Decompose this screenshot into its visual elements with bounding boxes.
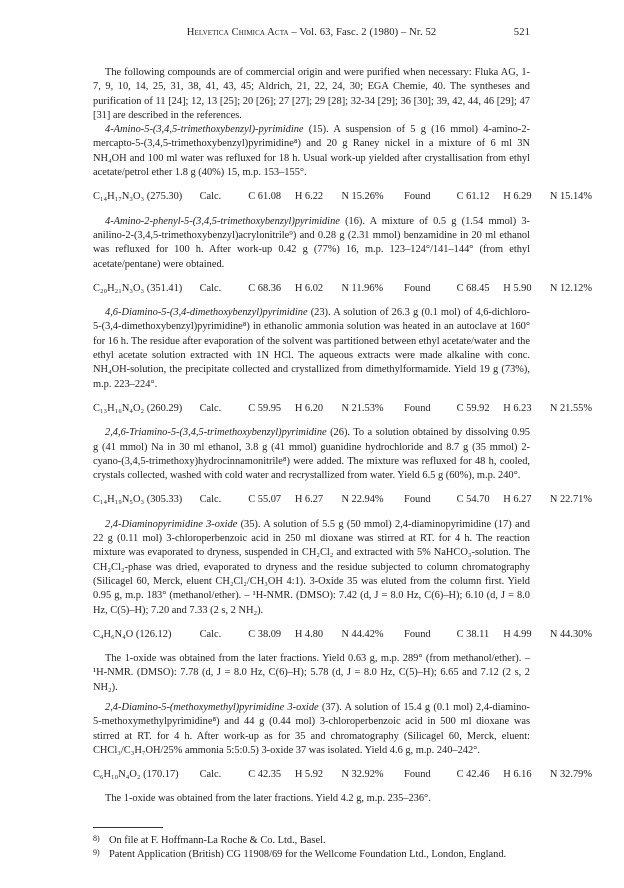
journal-citation [93,26,530,40]
calc-n: N 44.42% [341,628,384,640]
calc-c: C 68.36 [248,282,282,294]
compound-name: 4-Amino-5-(3,4,5-trimethoxybenzyl)-pyrimidine [105,124,304,136]
found-h: H 5.90 [503,282,532,294]
found-c: C 61.12 [456,191,490,203]
found-c: C 38.11 [456,628,490,640]
journal-issue: – Vol. 63, Fasc. 2 (1980) – Nr. 52 [291,27,437,38]
procedure-text: A suspension of 5 g (16 mmol) 4-amino-2-mercapto-5-(3,4,5-trimethoxybenzyl)pyrimidine⁸) and 20 g Raney nickel in a mixture of 6 ml 3N NH₄OH and 100 ml water was refluxed for 18 h. Usual work-up yielded after crystallisation from ethyl acetate/petrol ether 1.8 g (40%) 15, m.p. 153–155°. [93,124,530,179]
calc-n: N 32.92% [341,769,384,781]
calc-n: N 11.96% [341,282,384,294]
found-n: N 15.14% [549,191,593,203]
compound-number: (23). [310,307,331,319]
calc-h: H 6.20 [294,402,324,414]
compound-number: (15). [308,124,329,136]
calc-label: Calc. [199,628,222,640]
compound-name: 2,4-Diaminopyrimidine 3-oxide [105,518,238,530]
analysis-formula: C₄H₆N₄O (126.12) [93,628,172,640]
footnote-text: On file at F. Hoffmann-La Roche & Co. Ltd., Basel. [109,834,326,846]
compound-paragraph [93,701,530,758]
procedure-text: A solution of 5.5 g (50 mmol) 2,4-diaminopyrimidine (17) and 22 g (0.11 mol) 3-chloroperbenzoic acid in 250 ml dioxane was stirred at RT. for 4 h. The reaction mixture was evaporated to dryness, suspended in CH₂Cl₂ and extracted with 5% NaHCO₃-solution. The CH₂Cl₂-phase was dried, evaporated to dryness and the residue subjected to column chromatography (Silicagel 60, Merck, eluent CH₂Cl₂/CH₃OH 4:1). 3-Oxide 35 was eluted from the column first. Yield 0.95 g, m.p. 183° (methanol/ether). – ¹H-NMR. (DMSO): 7.42 (d, J = 8.0 Hz, C(6)–H); 6.10 (d, J = 8.0 Hz, C(5)–H); 7.20 and 7.33 (2 s, 2 NH₂). [93,518,530,616]
calc-h: H 6.22 [294,191,324,203]
analysis-formula: C₁₃H₁₆N₄O₂ (260.29) [93,402,183,414]
procedure-text: A solution of 15.4 g (0.1 mol) 2,4-diamino-5-methoxymethylpyrimidine⁸) and 44 g (0.44 mol) 3-chloroperbenzoic acid in 500 ml dioxane was stirred at RT. for 4 h. After work-up as for 35 and chromatography (Silicagel 60, Merck, eluent: CHCl₃/C₃H₇OH/25% ammonia 5:5:0.5) 3-oxide 37 was isolated. Yield 4.6 g, m.p. 240–242°. [93,701,530,756]
compound-number: (37). [321,701,342,713]
page-number: 521 [513,27,530,38]
after-analysis-text: The 1-oxide was obtained from the later fractions. Yield 4.2 g, m.p. 235–236°. [105,793,431,805]
elemental-analysis [93,282,593,296]
elemental-analysis [93,768,593,782]
compound-paragraph [93,215,530,272]
found-h: H 6.23 [503,402,532,414]
elemental-analysis [93,493,593,507]
calc-h: H 6.27 [294,494,324,506]
found-h: H 4.99 [503,628,532,640]
running-header [93,26,530,40]
found-c: C 59.92 [456,402,490,414]
found-c: C 68.45 [456,282,490,294]
compound-name: 4,6-Diamino-5-(3,4-dimethoxybenzyl)pyrimidine [105,307,308,319]
found-c: C 54.70 [456,494,490,506]
calc-c: C 42.35 [248,769,282,781]
calc-label: Calc. [199,282,222,294]
found-n: N 12.12% [549,282,593,294]
footnote-mark: 8) [93,833,100,843]
calc-label: Calc. [199,191,222,203]
journal-name: Helvetica Chimica Acta [186,27,289,38]
calc-c: C 59.95 [248,402,282,414]
analysis-formula: C₆H₁₀N₄O₂ (170.17) [93,769,179,781]
elemental-analysis [93,190,593,204]
analysis-formula: C₂₀H₂₁N₃O₃ (351.41) [93,282,183,294]
compound-paragraph [93,518,530,618]
footnote-mark: 9) [93,848,100,858]
article-body [93,66,593,862]
calc-label: Calc. [199,494,222,506]
calc-n: N 22.94% [341,494,384,506]
compound-paragraph [93,426,530,483]
elemental-analysis [93,628,593,642]
calc-n: N 15.26% [341,191,384,203]
calc-c: C 61.08 [248,191,282,203]
found-h: H 6.29 [503,191,532,203]
compound-name: 2,4,6-Triamino-5-(3,4,5-trimethoxybenzyl)pyrimidine [105,427,327,439]
compound-paragraph [93,123,530,180]
procedure-text: To a solution obtained by dissolving 0.95 g (41 mmol) Na in 30 ml ethanol, 3.8 g (41 mmol) guanidine hydrochloride and 8.7 g (35 mmol) 2-cyano-(3,4,5-trimethoxy)hydrocinnamonitrile⁸) were added. The mixture was refluxed for 48 h, cooled, crystals collected, washed with cold water and recrystallized from water. Yield 6.5 g (60%), m.p. 240°. [93,427,530,482]
calc-c: C 38.09 [248,628,282,640]
footnote [93,848,530,862]
found-n: N 44.30% [549,628,593,640]
footnote-text: Patent Application (British) CG 11908/69 for the Wellcome Foundation Ltd., London, England. [109,849,507,861]
analysis-formula: C₁₄H₁₇N₃O₃ (275.30) [93,191,183,203]
procedure-text: A mixture of 0.5 g (1.54 mmol) 3-anilino-2-(3,4,5-trimethoxybenzyl)acrylonitrile⁹) and 0.28 g (2.31 mmol) benzamidine in 20 ml ethanol was refluxed for 100 h. After work-up 0.42 g (77%) 16, m.p. 123–124°/141–144° (from ethyl acetate/pentane) were obtained. [93,215,530,270]
found-label: Found [404,191,431,203]
calc-c: C 55.07 [248,494,282,506]
compound-number: (16). [345,215,365,227]
analysis-formula: C₁₄H₁₉N₅O₃ (305.33) [93,494,183,506]
found-h: H 6.16 [503,769,532,781]
elemental-analysis [93,402,593,416]
calc-label: Calc. [199,769,222,781]
found-label: Found [404,402,431,414]
found-n: N 32.79% [549,769,593,781]
found-label: Found [404,282,431,294]
calc-h: H 5.92 [294,769,324,781]
found-h: H 6.27 [503,494,532,506]
calc-h: H 6.02 [294,282,324,294]
found-label: Found [404,628,431,640]
footnote-rule [93,827,163,828]
calc-n: N 21.53% [341,402,384,414]
after-analysis-text: The 1-oxide was obtained from the later fractions. Yield 0.63 g, m.p. 289° (from methanol/ether). – ¹H-NMR. (DMSO): 7.78 (d, J = 8.0 Hz, C(6)–H); 5.78 (d, J = 8.0 Hz, C(5)–H); 6.65 and 7.12 (2 s, 2 NH₂). [93,653,530,693]
found-c: C 42.46 [456,769,490,781]
footnote [93,834,530,848]
compound-paragraph [93,306,530,392]
found-label: Found [404,494,431,506]
found-n: N 21.55% [549,402,593,414]
compound-number: (26). [330,427,351,439]
calc-label: Calc. [199,402,222,414]
compound-number: (35). [240,518,261,530]
found-label: Found [404,769,431,781]
found-n: N 22.71% [549,494,593,506]
procedure-text: A solution of 26.3 g (0.1 mol) of 4,6-dichloro-5-(3,4-dimethoxybenzyl)pyrimidine⁸) in ethanolic ammonia solution was heated in an autoclave at 160° for 16 h. The residue after evaporation of the solvent was partitioned between ethyl acetate/water and the ethyl acetate solution extracted with 1N HCl. The aqueous extracts were made alkaline with conc. NH₄OH-solution, the precipitate collected and crystallized from dimethylformamide. Yield 19 g (73%), m.p. 223–224°. [93,307,530,390]
compound-name: 2,4-Diamino-5-(methoxymethyl)pyrimidine 3-oxide [105,701,319,713]
footnotes [93,827,530,863]
compound-name: 4-Amino-2-phenyl-5-(3,4,5-trimethoxybenzyl)pyrimidine [105,215,340,227]
intro-paragraph: The following compounds are of commercial origin and were purified when necessary: Fluka AG, 1-7, 9, 10, 14, 25, 31, 38, 41, 43, 45; Aldrich, 21, 22, 24, 30; EGA Chemie, 40. The syntheses and purification of 11 [24]; 12, 13 [25]; 20 [26]; 27 [27]; 29 [28]; 32-34 [29]; 36 [30]; 39, 42, 44, 46 [29]; 47 [31] are described in the references. [93,67,530,121]
calc-h: H 4.80 [294,628,324,640]
